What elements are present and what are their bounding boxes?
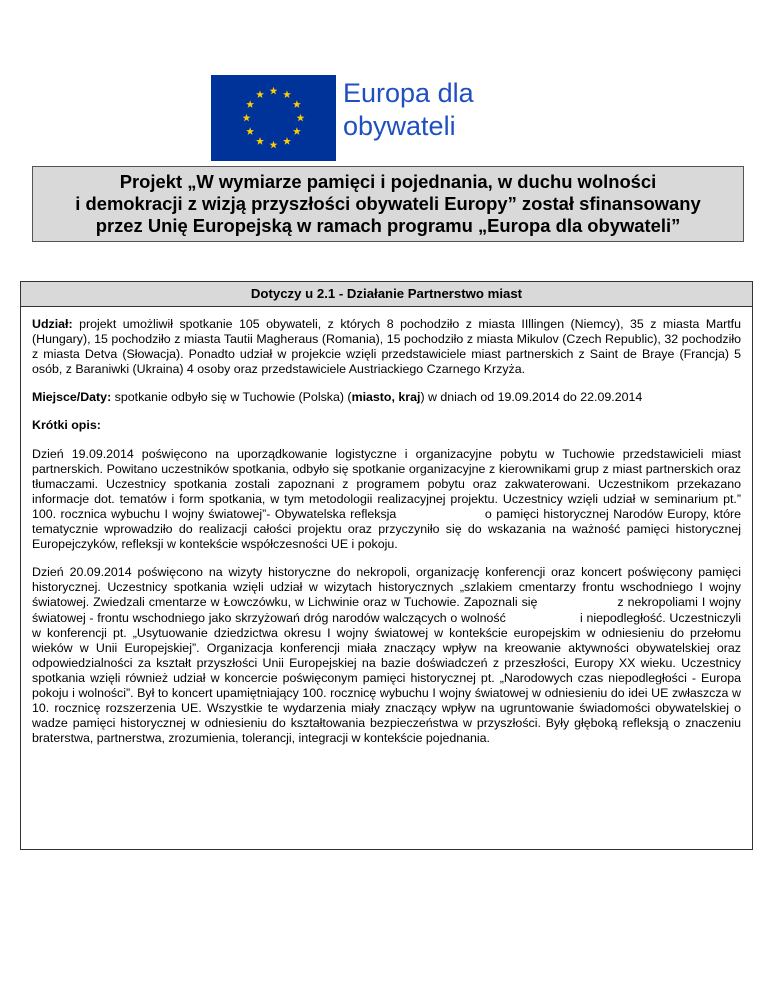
place-text-1: spotkanie odbyło się w Tuchowie (Polska) ( [111,390,352,405]
title-line-1: Projekt „W wymiarze pamięci i pojednania, w duchu wolności [119,171,657,192]
content-section [20,281,753,850]
place-bold: miasto, kraj [351,390,421,405]
title-line-2: i demokracji z wizją przyszłości obywateli Europy” został sfinansowany [75,193,701,214]
project-title [32,166,744,242]
place-label: Miejsce/Daty: [32,390,112,405]
summary-paragraph-2: Dzień 20.09.2014 poświęcono na wizyty historyczne do nekropoli, organizację konferencji oraz koncert poświęcony pamięci historycznej. Uczestnicy spotkania wzięli udział w wizytach historycznych „szlakiem cmentarzy frontu wschodniego I wojny światowej. Zwiedzali cmentarze w Łowczówku, w Lichwinie oraz w Tuchowie. Zapoznali się z nekropoliami I wojny światowej - frontu wschodniego jako skrzyżowań dróg narodów walczących o wolność i niepodległość. Uczestniczyli w konferencji pt. „Usytuowanie dziedzictwa okresu I wojny światowej w kontekście europejskim w odniesieniu do przełomu wieków w Unii Europejskiej”. Organizacja konferencji miała znaczący wpływ na kreowanie aktywności obywatelskiej oraz odpowiedzialności za kształt przyszłości Unii Europejskiej na bazie doświadczeń z przeszłości, Europy XX wieku. Uczestnicy spotkania wzięli również udział w koncercie poświęconym pamięci historycznej pt. „Narodowych czas niepodległości - Europa pokoju i wolności”. Był to koncert upamiętniający 100. rocznicę wybuchu I wojny światowej w odniesieniu do idei UE zwłaszcza w 10. rocznicę rozszerzenia UE. Wszystkie te wydarzenia miały znaczący wpływ na ugruntowanie świadomości obywatelskiej o wadze pamięci historycznej w odniesieniu do kształtowania bezpieczeństwa w przyszłości. Były głęboką refleksją o znaczeniu braterstwa, partnerstwa, zrozumienia, tolerancji, integracji w kontekście pojednania. [32,565,745,746]
logo-text [343,77,474,143]
section-header: Dotyczy u 2.1 - Działanie Partnerstwo miast [21,282,752,307]
section-body [21,307,752,746]
place-text-2: ) w dniach od 19.09.2014 do 22.09.2014 [420,390,643,405]
eu-flag-icon [211,75,336,161]
participation-text: projekt umożliwił spotkanie 105 obywateli, z których 8 pochodziło z miasta IIllingen (Niemcy), 35 z miasta Martfu (Hungary), 15 pochodziło z miasta Tautii Magheraus (Romania), 15 pochodziło z miasta Mikulov (Czech Republic), 32 pochodziło z miasta Detva (Słowacja). Ponadto udział w projekcie wzięli przedstawiciele miast partnerskich z Saint de Braye (Francja) 5 osób, z Baraniwki (Ukraina) 4 osoby oraz przedstawiciele Austriackiego Czarnego Krzyża. [32,317,741,377]
summary-paragraph-1: Dzień 19.09.2014 poświęcono na uporządkowanie logistyczne i organizacyjne pobytu w Tuchowie przedstawicieli miast partnerskich. Powitano uczestników spotkania, odbyło się spotkanie organizacyjne z kierownikami grup z miast partnerskich oraz tłumaczami. Uczestnicy spotkania zostali zapoznani z programem pobytu oraz zakwaterowani. Uczestnikom przekazano informacje dot. tematów i form spotkania, w tym metodologii realizacyjnej projektu. Uczestnicy wzięli udział w seminarium pt.” 100. rocznica wybuchu I wojny światowej”- Obywatelska refleksja o pamięci historycznej Narodów Europy, które tematycznie wprowadziło do realizacji całości projektu oraz przyczyniło się do wskazania na ważność pamięci historycznej Europejczyków, refleksji w kontekście współczesności UE i pokoju. [32,446,745,552]
logo-line-2: obywateli [343,111,456,141]
summary-label: Krótki opis: [32,418,101,433]
eu-logo [211,75,474,161]
title-line-3: przez Unię Europejską w ramach programu „Europa dla obywateli” [95,215,681,236]
participation-label: Udział: [32,317,73,331]
participation-paragraph [32,317,741,377]
place-paragraph [32,390,741,405]
logo-line-1: Europa dla [343,78,474,108]
